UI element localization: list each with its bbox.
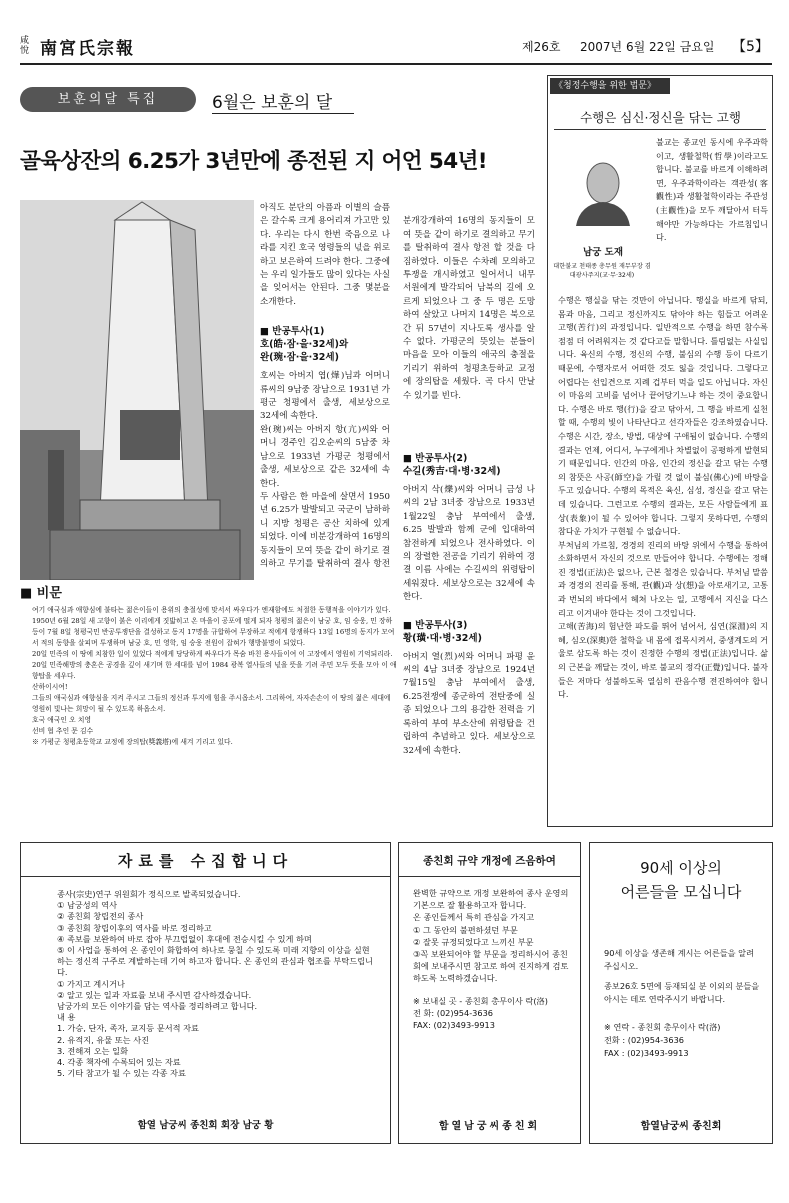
tower-photo <box>20 200 254 580</box>
notice-line: ③꼭 보완되어야 할 부문을 정리하시어 종친회에 보내주시면 참고로 하여 진지하게 검토하도록 노력하겠습니다. <box>413 949 569 984</box>
notice-line: 전 화: (02)954-3636 <box>413 1007 494 1018</box>
notice-line: 5. 기타 참고가 될 수 있는 각종 자료 <box>57 1068 186 1079</box>
section-1-body: 호씨는 아버지 엽(燁)님과 어머니 류씨의 9남중 장남으로 1931년 가평군 청평에서 출생, 세보상으로 32세에 속한다. 완(琬)씨는 아버지 항(亢)씨와 어머니 경주인 김오순씨의 5남중 차남으로 1933년 가평군 청평에서 출생, 세보상으로 같은 32세에 속한다. 두 사람은 한 마을에 살면서 1950년 6.25가 발발되고 국군이 남하하니 지방 청평은 공산 치하에 있게 되었다. 이에 비분강개하여 16명의 동지들이 모여 뜻을 같이 하기로 결의하고 무기를 탈취하여 결사 항전 <box>260 371 390 569</box>
notice-bylaws-lines <box>413 887 573 1031</box>
notice-bylaws-signature: 함열남궁씨종친회 <box>438 1121 541 1132</box>
notice-collection-signature: 함열 남궁씨 종친회 회장 남궁 황 <box>137 1120 274 1131</box>
epitaph-line: ※ 가평군 청평초등학교 교정에 장의탑(獎義塔)에 새겨 기리고 있다. <box>32 738 233 746</box>
epitaph-line: 산하이시여! <box>32 683 68 691</box>
notice-elders <box>589 842 773 1144</box>
notice-line: ※ 보내실 곳 - 종친회 총무이사 락(洛) <box>413 995 548 1006</box>
feature-headline: 골육상잔의 6.25가 3년만에 종전된 지 어언 54년! <box>20 149 487 174</box>
notice-bylaws-title: 종친회 규약 개정에 즈음하여 <box>423 855 556 867</box>
author-name: 남궁 도재 <box>582 247 623 258</box>
notice-line: 종사(宗史)연구 위원회가 정식으로 발족되었습니다. <box>57 889 241 899</box>
notice-line <box>413 985 573 995</box>
section-2-body: 아버지 삭(爍)씨와 어머니 금성 나씨의 2남 3녀중 장남으로 1933년 1월22일 충남 부여에서 출생, 6.25 발발과 함께 군에 입대하여 참전하게 되었으나 전사하였다. 이의 장렬한 전공을 기리기 위하여 경결 이름 사에는 수길씨의 위령탑이 세워졌다. 세보상으로는 32세에 속한다. <box>403 485 535 603</box>
epitaph-lines <box>20 605 398 748</box>
notice-line: ② 알고 있는 일과 자료를 보내 주시면 감사하겠습니다. <box>57 989 252 1000</box>
notice-collection-lines <box>57 889 377 1079</box>
notice-line: FAX : (02)3493-9913 <box>604 1048 689 1059</box>
section-3-title: ■ 반공투사(3) 황(璜·대·병·32세) <box>403 619 482 644</box>
notice-line: ① 가지고 계시거나 <box>57 978 125 989</box>
notice-line <box>604 1007 762 1021</box>
notice-line: 남궁가의 모든 이야기를 담는 역사를 정리하려고 합니다. <box>57 1001 258 1012</box>
epitaph-line: 호국 애국인 오 치영 <box>32 716 92 724</box>
notice-elders-lines <box>604 947 762 1061</box>
feature-subtitle-rule <box>212 113 354 114</box>
feature-subtitle: 6월은 보훈의 달 <box>212 93 333 113</box>
notice-line: ① 남궁성의 역사 <box>57 900 117 911</box>
portrait-svg <box>572 156 634 226</box>
paper-name: 南宮氏宗報 <box>40 39 135 59</box>
feature-pill: 보훈의달 특집 <box>20 87 196 112</box>
issue-date: 2007년 6월 22일 금요일 <box>580 40 715 54</box>
epitaph-line: 그들의 애국심과 애향심을 지켜 주시고 그들의 정신과 투지에 힘을 주시옵소서. 그리하여, 자자손손이 이 땅의 젊은 세대에 영원히 빛나는 희망이 될 수 있도록 하옵소서. <box>32 694 391 713</box>
masthead <box>20 30 772 62</box>
notice-line: FAX: (02)3493-9913 <box>413 1020 495 1031</box>
section-1-body-cont: 분개강개하여 16명의 동지들이 모여 뜻을 같이 하기로 결의하고 무기를 탈취하여 결사 항전 할 것을 다짐하였다. 이들은 수차례 모의하고 투쟁을 개시하였고 일어서니 내무서원에게 발각되어 남북의 길에 오르게 되었으나 그 중 두 명은 도망하여 살았고 나머지 14명은 북으로 간 뒤 57년이 지나도록 생사를 알 수 없다. 가평군의 뜻있는 분들이 마음을 모아 이들의 애국의 충절을 기리기 위하여 청평초등하교 교정에 장의탑을 세웠다. 곡 다시 만날 수 있기를 빈다. <box>403 216 535 401</box>
notice-line: 3. 전해져 오는 일화 <box>57 1045 128 1056</box>
notice-line: 종보26호 5면에 등재되실 분 이외의 분들을 아시는 데로 연락주시기 바랍니다. <box>604 980 760 1005</box>
masthead-glyphs: 咸 悅 <box>20 36 30 56</box>
page-number: 【5】 <box>732 39 769 55</box>
feature-column-2 <box>403 202 535 762</box>
epitaph-line: 1950년 6월 28일 새 고향이 붉은 이리에게 짓밟히고 온 마을이 공포에 떨게 되자 청평의 젊은이 남궁 호, 임 승웅, 민 장하 등이 7월 8일 청평국민 반공투쟁단을 결성하고 동지 17명을 규합하여 무장하고 적에게 항쟁하다 13일 16명의 동지가 모여 서 적의 동향을 살피며 투쟁하며 남궁 호, 민 영학, 임 승웅 전원이 잡혀가 행방불명이 되었다. <box>32 617 395 647</box>
epitaph-line: 선비 협 추인 문 김수 <box>32 727 94 735</box>
notice-line: 90세 이상을 생존해 계시는 어른들을 알려 주십시오. <box>604 948 754 972</box>
issue-number: 제26호 <box>522 40 561 54</box>
section-3-body: 아버지 열(烈)씨와 어머니 파평 윤씨의 4남 3녀중 장남으로 1924년 7월15일 충남 부여에서 출생, 6.25전쟁에 종군하여 전탄중에 실종 되었으나 그의 용감한 전력을 기록하여 부여 부소산에 위령탑을 건립하여 추념하고 있다. 세보상으로 32세에 속한다. <box>403 651 535 756</box>
notice-line: 2. 유적지, 유물 또는 사진 <box>57 1034 150 1045</box>
dharma-text-right: 불교는 종교인 동시에 우주과학이고, 생활철학(哲學)이라고도 합니다. 불교를 바르게 이해하려면, 우주과학이라는 객관성(客觀性)과 생활철학이라는 주관성(主觀性)을 모두 깨달아서 터득해야만 가능하다는 가르침입니다. <box>656 137 768 243</box>
section-2-title: ■ 반공투사(2) 수길(秀吉·대·병·32세) <box>403 453 501 477</box>
dharma-title: 수행은 심신·정신을 닦는 고행 <box>580 110 741 125</box>
notice-collection-title: 자료를 수집합니다 <box>117 852 294 870</box>
epitaph-box <box>20 582 398 822</box>
feature-intro: 아직도 분단의 아픔과 이별의 슬픔은 갈수록 크게 용어리져 가고만 있다. 우리는 다시 한번 죽음으로 나라를 지킨 호국 영령들의 넋을 위로하고 보은하여 드려야 한다. 그중에는 우리 일가들도 많이 있다는 사실을 잊어서는 안된다. 그중 몇분을 소개한다. <box>260 203 390 307</box>
notice-line: ※ 연락 - 종친회 총무이사 락(洛) <box>604 1021 721 1032</box>
notice-line: ④ 족보를 보완하여 바로 잡아 부끄럽없이 후대에 전승시킬 수 있게 하며 <box>57 933 312 944</box>
epitaph-line: 여기 애국심과 애향심에 불타는 젊은이들이 용위의 충절성에 맞서서 싸우다가 엔재함에도 처절한 동행적을 이야기가 있다. <box>32 606 391 614</box>
notice-line: ② 종친회 창립전의 종사 <box>57 911 144 922</box>
notice-elders-title2: 어른들을 모십니다 <box>620 883 742 901</box>
dharma-tag: 《청정수행을 위한 법문》 <box>550 78 670 94</box>
epitaph-line: 20일 민족해방의 충혼은 공경을 깊이 새기며 한 세대를 넘어 1984 광복 열사들의 넋을 뜻을 기려 주민 모두 뜻을 모아 이 애향탑을 세우다. <box>32 661 397 680</box>
epitaph-line: 20일 민족의 이 땅에 치참한 일이 있었다 적에게 당당하게 싸우다가 목숨 바친 용사들이여 이 고장에서 영원히 기억되리라. <box>32 650 393 658</box>
notice-line: 온 종인들께서 특히 관심을 가지고 <box>413 912 535 923</box>
epitaph-title: ■ 비문 <box>20 586 62 601</box>
section-1-title: ■ 반공투사(1) 호(皓·잠·을·32세)와 완(琬·잠·을·32세) <box>260 326 349 364</box>
notice-line: ⑤ 이 사업을 통하여 온 종인이 화합하여 하나로 뭉칠 수 있도록 미래 지향의 이상을 실현하는 정신적 구주로 계발하는데 기여 하고자 합니다. 온 종인의 관심과 협조를 부탁드립니다. <box>57 945 373 978</box>
notice-line: 완벽한 규약으로 개정 보완하여 종사 운영의 기본으로 잘 활용하고자 합니다. <box>413 888 569 911</box>
author-title: 대한불교 천태종 총무원 재무부장 겸 대광사주지(교·무·32세) <box>553 263 651 279</box>
dharma-box <box>547 75 773 827</box>
notice-line: ② 잘못 규정되었다고 느끼신 부문 <box>413 936 534 947</box>
tower-photo-svg <box>20 200 254 580</box>
notice-line: 1. 가승, 단자, 족자, 교지등 문서적 자료 <box>57 1023 199 1034</box>
masthead-rule <box>20 63 772 65</box>
notice-elders-signature: 함열남궁씨 종친회 <box>640 1121 722 1132</box>
dharma-text-body: 수행은 행실을 닦는 것만이 아닙니다. 행실을 바르게 닦되, 몸과 마음, 그리고 정신까지도 닦아야 하는 힘들고 어려운 고행(苦行)의 과정입니다. 일반적으로 수행을 하면 참수록 점점 더 어려워지는 것 같다고들 말합니다. 틀림없는 사실입니다. 육신의 수행, 정신의 수행, 불심의 수행 등이 다르기 때문에, 수행자로서 어떠한 것도 잃을 것입니다. 그렇다고 어렵다는 선입견으로 지례 겁부터 먹을 일도 아닙니다. 자신이 마음의 고비를 넘어나 끝어당기느냐 하는 것이 중요합니다. 수행은 바로 행(行)을 갈고 닦아서, 그 행을 바르게 실천할 때, 수행의 빛이 나타난다고 선각자들은 강조하였습니다. 수행은 시간, 장소, 방법, 대상에 구애됨이 없습니다. 수행의 결과는 언제, 어디서, 누구에게나 차별없이 공평하게 발현되기 때문입니다. 인간의 마음, 인간의 정신을 갈고 닦는 수행의 참뜻은 사공(師空)을 가릴 것 없이 불심(佛心)에 바탕을 두고 있습니다. 수행의 목적은 육신, 심성, 정신을 갈고 닦는 데 있습니다. 그런고로 수행의 결과는, 모든 사람들에게 표상(表象)이 될 수 있어야 합니다. 그렇지 못하다면, 수행의 참다운 가치가 구현될 수 없습니다. 부처님의 가르침, 경경의 진리의 바탕 위에서 수행을 통하여 소화하면서 자신의 것으로 만들어야 합니다. 수행에는 정해진 정법(正法)은 없으나, 근본 철경은 있습니다. 부처님 말씀과 경경의 진리를 통해, 관(觀)과 상(想)을 아로새기고, 고통과 번뇌의 바다에서 헤쳐 나오는 일, 고행에서 지신을 다스리고 이겨내야 한다는 것이 그것입니다. 고해(苦海)의 험난한 파도를 뛰어 넘어서, 심연(深淵)의 지혜, 심오(深奧)한 철학을 내 몸에 접목시켜서, 중생계도의 거울로 삼도록 하는 것이 진정한 수행의 정법(正法)입니다. 삶의 근본을 깨달는 것이, 바로 불교의 정각(正覺)입니다. 불자들은 저마다 성불하도록 열심히 관음수행 전진하여야 합니다. <box>558 295 768 700</box>
notice-collection <box>20 842 391 1144</box>
notice-line: ③ 종친회 창립이후의 역사를 바로 정리하고 <box>57 922 212 933</box>
author-portrait <box>572 156 634 226</box>
dharma-title-rule <box>554 129 766 130</box>
notice-line: 4. 각종 책자에 수록되어 있는 자료 <box>57 1057 181 1068</box>
feature-column-1 <box>260 202 390 582</box>
notice-bylaws <box>398 842 581 1144</box>
notice-line: 내 용 <box>57 1012 76 1023</box>
notice-elders-title1: 90세 이상의 <box>640 859 722 877</box>
notice-line: ① 그 동안의 불편하셨던 부문 <box>413 924 518 935</box>
notice-line: 전화 : (02)954-3636 <box>604 1035 685 1046</box>
